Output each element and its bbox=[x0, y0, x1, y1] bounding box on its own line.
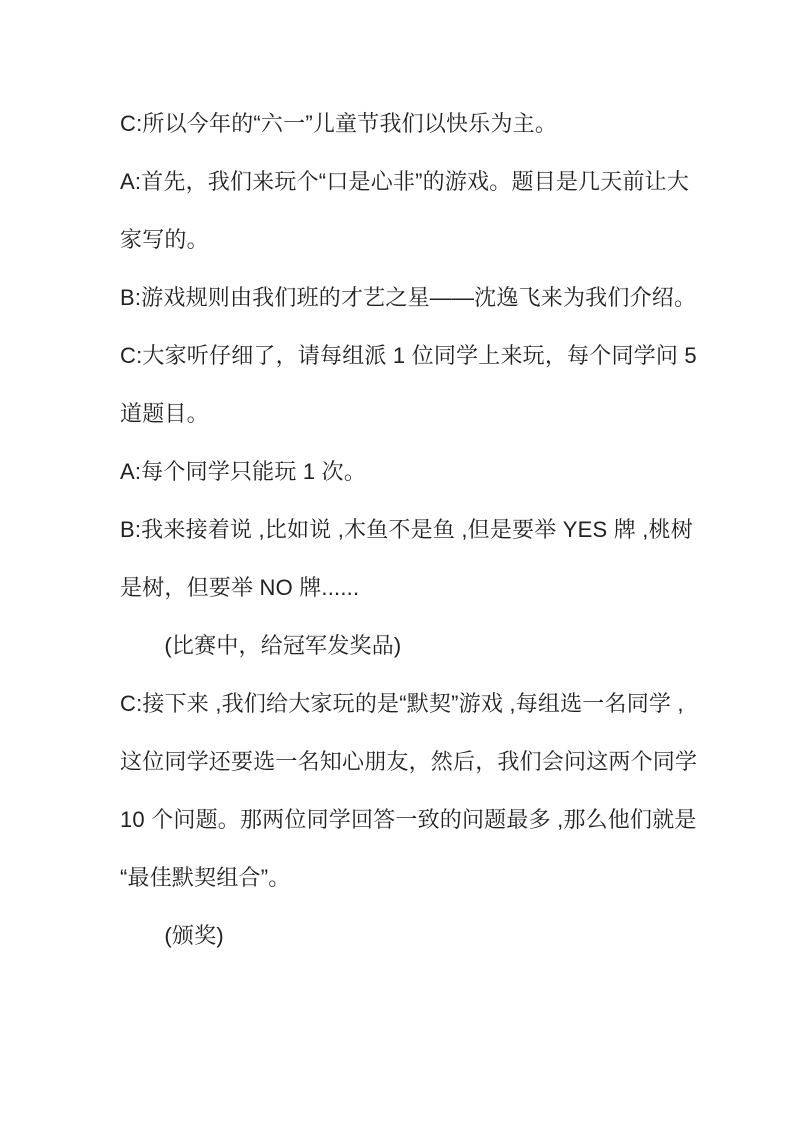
stage-direction-line: (颁奖) bbox=[120, 923, 224, 948]
dialogue-line-continuation: 家写的。 bbox=[120, 227, 209, 252]
dialogue-line: C:接下来 ,我们给大家玩的是“默契”游戏 ,每组选一名同学 , bbox=[120, 691, 684, 716]
dialogue-line-continuation: 这位同学还要选一名知心朋友，然后，我们会问这两个同学 bbox=[120, 749, 698, 774]
dialogue-line: B:游戏规则由我们班的才艺之星——沈逸飞来为我们介绍。 bbox=[120, 285, 697, 310]
dialogue-line: B:我来接着说 ,比如说 ,木鱼不是鱼 ,但是要举 YES 牌 ,桃树 bbox=[120, 517, 693, 542]
stage-direction-line: (比赛中，给冠军发奖品) bbox=[120, 633, 402, 658]
dialogue-line: A:每个同学只能玩 1 次。 bbox=[120, 459, 367, 484]
script-text-block bbox=[120, 95, 720, 965]
dialogue-line: C:所以今年的“六一”儿童节我们以快乐为主。 bbox=[120, 111, 558, 136]
dialogue-line-continuation: “最佳默契组合”。 bbox=[120, 865, 291, 890]
dialogue-line: A:首先，我们来玩个“口是心非”的游戏。题目是几天前让大 bbox=[120, 169, 690, 194]
dialogue-line-continuation: 10 个问题。那两位同学回答一致的问题最多 ,那么他们就是 bbox=[120, 807, 697, 832]
dialogue-line-continuation: 是树，但要举 NO 牌...... bbox=[120, 575, 360, 600]
dialogue-line: C:大家听仔细了，请每组派 1 位同学上来玩，每个同学问 5 bbox=[120, 343, 697, 368]
dialogue-line-continuation: 道题目。 bbox=[120, 401, 209, 426]
